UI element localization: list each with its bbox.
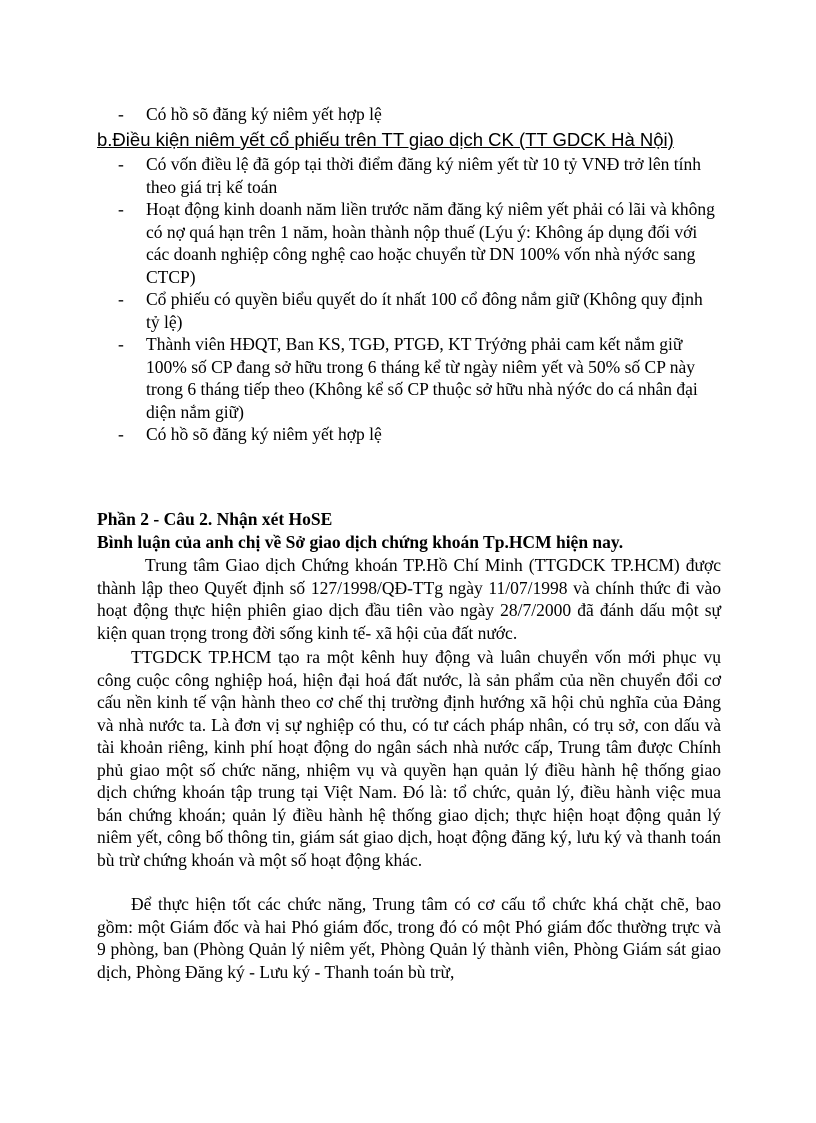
section-2-title: Phần 2 - Câu 2. Nhận xét HoSE bbox=[97, 509, 333, 529]
list-item-text: Có hồ sõ đăng ký niêm yết hợp lệ bbox=[146, 424, 382, 444]
section-b-bullet-list bbox=[118, 153, 720, 446]
list-item bbox=[118, 198, 720, 288]
section-b-heading: b.Điều kiện niêm yết cổ phiếu trên TT giao dịch CK (TT GDCK Hà Nội) bbox=[97, 129, 674, 150]
list-item bbox=[118, 423, 720, 446]
top-bullet-list bbox=[118, 103, 720, 126]
paragraph-structure: Để thực hiện tốt các chức năng, Trung tâm có cơ cấu tổ chức khá chặt chẽ, bao gồm: một Giám đốc và hai Phó giám đốc, trong đó có một Phó giám đốc thường trực và 9 phòng, ban (Phòng Quản lý niêm yết, Phòng Quản lý thành viên, Phòng Giám sát giao dịch, Phòng Đăng ký - Lưu ký - Thanh toán bù trừ, bbox=[97, 894, 721, 982]
list-item-text: Thành viên HĐQT, Ban KS, TGĐ, PTGĐ, KT Trýởng phải cam kết nắm giữ 100% số CP đang sở hữu trong 6 tháng kể từ ngày niêm yết và 50% số CP này trong 6 tháng tiếp theo (Không kể số CP thuộc sở hữu nhà nýớc do cá nhân đại diện nắm giữ) bbox=[146, 334, 698, 422]
bullet-marker: - bbox=[118, 334, 124, 354]
bullet-marker: - bbox=[118, 154, 124, 174]
list-item-text: Hoạt động kinh doanh năm liền trước năm đăng ký niêm yết phải có lãi và không có nợ quá hạn trên 1 năm, hoàn thành nộp thuế (Lýu ý: Không áp dụng đối với các doanh nghiệp công nghệ cao hoặc chuyển từ DN 100% vốn nhà nýớc sang CTCP) bbox=[146, 199, 715, 287]
list-item bbox=[118, 103, 720, 126]
bullet-marker: - bbox=[118, 289, 124, 309]
paragraph-intro: Trung tâm Giao dịch Chứng khoán TP.Hồ Chí Minh (TTGDCK TP.HCM) được thành lập theo Quyết định số 127/1998/QĐ-TTg ngày 11/07/1998 và chính thức đi vào hoạt động thực hiện phiên giao dịch đầu tiên vào ngày 28/7/2000 đã đánh dấu một sự kiện quan trọng trong đời sống kinh tế- xã hội của đất nước. bbox=[97, 555, 721, 643]
bullet-marker: - bbox=[118, 424, 124, 444]
list-item bbox=[118, 288, 720, 333]
list-item bbox=[118, 333, 720, 423]
bullet-marker: - bbox=[118, 199, 124, 219]
list-item-text: Cổ phiếu có quyền biểu quyết do ít nhất 100 cổ đông nắm giữ (Không quy định tỷ lệ) bbox=[146, 289, 703, 332]
paragraph-functions: TTGDCK TP.HCM tạo ra một kênh huy động và luân chuyển vốn mới phục vụ công cuộc công nghiệp hoá, hiện đại hoá đất nước, là sản phẩm của nền chuyển đổi cơ cấu nền kinh tế vận hành theo cơ chế thị trường định hướng xã hội chủ nghĩa của Đảng và nhà nước ta. Là đơn vị sự nghiệp có thu, có tư cách pháp nhân, có trụ sở, con dấu và tài khoản riêng, kinh phí hoạt động do ngân sách nhà nước cấp, Trung tâm được Chính phủ giao một số chức năng, nhiệm vụ và quyền hạn quản lý điều hành hệ thống giao dịch chứng khoán tập trung tại Việt Nam. Đó là: tổ chức, quản lý, điều hành việc mua bán chứng khoán; quản lý điều hành hệ thống giao dịch; thực hiện hoạt động quản lý niêm yết, công bố thông tin, giám sát giao dịch, hoạt động đăng ký, lưu ký và thanh toán bù trừ chứng khoán và một số hoạt động khác. bbox=[97, 647, 721, 870]
bullet-marker: - bbox=[118, 104, 124, 124]
list-item-text: Có vốn điều lệ đã góp tại thời điểm đăng ký niêm yết từ 10 tỷ VNĐ trở lên tính theo giá trị kế toán bbox=[146, 154, 702, 197]
list-item-text: Có hồ sõ đăng ký niêm yết hợp lệ bbox=[146, 104, 382, 124]
list-item bbox=[118, 153, 720, 198]
section-2-subtitle: Bình luận của anh chị về Sở giao dịch chứng khoán Tp.HCM hiện nay. bbox=[97, 532, 624, 552]
